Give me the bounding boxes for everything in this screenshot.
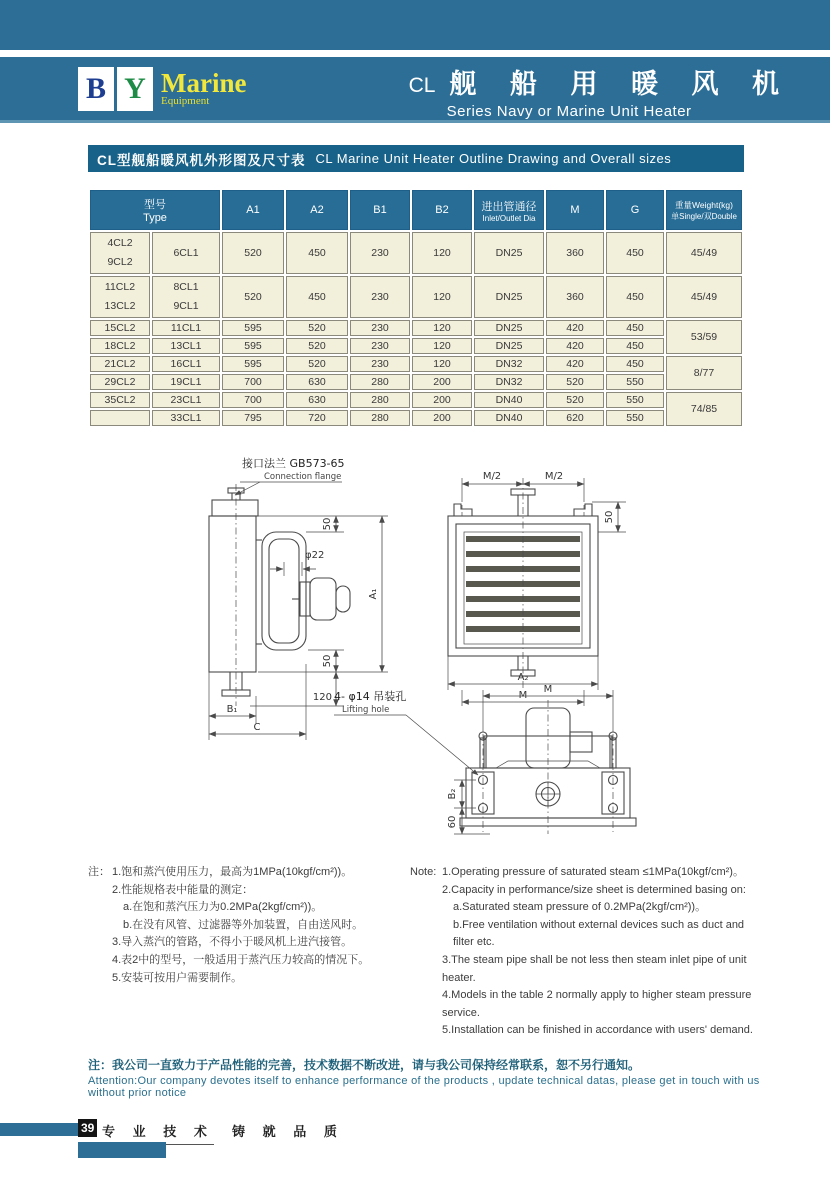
note-line: b.Free ventilation without external devices such as duct and filter etc.	[453, 918, 745, 949]
cell-a2: 720	[286, 410, 348, 426]
series-prefix: CL	[408, 74, 436, 97]
note-line: 5.Installation can be finished in accordance with users' demand.	[442, 1024, 753, 1037]
cell-type2: 33CL1	[152, 410, 220, 426]
cell-b1: 280	[350, 410, 410, 426]
notes-en	[410, 864, 755, 1040]
col-header-dn-zh: 进出管通径	[481, 200, 537, 213]
cell-type1: 15CL2	[90, 320, 150, 336]
cell-b2: 120	[412, 338, 472, 354]
cell-m: 520	[546, 392, 604, 408]
table-row	[90, 320, 742, 336]
top-gap	[0, 50, 830, 57]
cell-b2: 120	[412, 232, 472, 274]
table-row	[90, 374, 742, 390]
table-header-row	[90, 190, 742, 230]
cell-type2: 16CL1	[152, 356, 220, 372]
cell-b2: 120	[412, 356, 472, 372]
notes-zh-prefix: 注：	[88, 866, 110, 878]
footer-bar-left	[0, 1123, 78, 1136]
cell-g: 550	[606, 374, 664, 390]
flange-label-zh: 接口法兰 GB573-65	[242, 457, 345, 470]
notes-section	[88, 864, 755, 1040]
cell-a2: 450	[286, 276, 348, 318]
col-header-type	[90, 190, 220, 230]
cell-dn: DN25	[474, 320, 544, 336]
logo-wordmark	[161, 70, 246, 107]
dim-a1: A₁	[368, 588, 379, 600]
cell-b2: 120	[412, 320, 472, 336]
page-title-zh: 舰 船 用 暖 风 机	[449, 69, 792, 99]
note-line: 2.Capacity in performance/size sheet is determined basing on:	[442, 883, 746, 896]
cell-dn: DN25	[474, 232, 544, 274]
dim-top-50: 50	[322, 517, 333, 531]
cell-g: 450	[606, 232, 664, 274]
logo-marine-text: Marine	[161, 68, 247, 98]
logo-letter-b-box	[78, 67, 114, 111]
col-header-type-zh: 型号	[144, 199, 166, 211]
logo-equipment-text: Equipment	[161, 95, 210, 107]
cell-b2: 120	[412, 276, 472, 318]
cell-b1: 230	[350, 276, 410, 318]
col-header-type-en: Type	[143, 212, 167, 224]
cell-m: 360	[546, 232, 604, 274]
lifting-hole-label-en: Lifting hole	[342, 705, 390, 715]
cell-a1: 595	[222, 320, 284, 336]
table-row	[90, 338, 742, 354]
col-header-b1: B1	[350, 190, 410, 230]
cell-a2: 630	[286, 374, 348, 390]
cell-type1: 18CL2	[90, 338, 150, 354]
logo-letter-y: Y	[124, 71, 146, 105]
cell-g: 550	[606, 410, 664, 426]
cell-type2: 13CL1	[152, 338, 220, 354]
outline-drawings	[88, 444, 755, 852]
front-view-dimensions	[448, 471, 626, 706]
cell-a2: 630	[286, 392, 348, 408]
cell-dn: DN40	[474, 410, 544, 426]
page-number: 39	[78, 1119, 97, 1137]
dim-a2: A₂	[517, 672, 529, 683]
section-title-zh: CL型舰船暖风机外形图及尺寸表	[97, 152, 306, 168]
attention-zh: 注：我公司一直致力于产品性能的完善，技术数据不断改进，请与我公司保持经常联系，恕不另行通知。	[88, 1057, 641, 1072]
cell-a2: 520	[286, 356, 348, 372]
cell-a1: 595	[222, 356, 284, 372]
dim-50: 50	[604, 510, 615, 524]
cell-a1: 795	[222, 410, 284, 426]
dim-m2-right: M/2	[544, 471, 564, 482]
col-header-dn	[474, 190, 544, 230]
page-title-block	[409, 62, 792, 120]
footer-slogan-right: 铸 就 品 质	[232, 1123, 344, 1139]
cell-type2: 6CL1	[152, 232, 220, 274]
col-header-a1: A1	[222, 190, 284, 230]
cell-m: 420	[546, 356, 604, 372]
cell-b1: 280	[350, 392, 410, 408]
col-header-b2: B2	[412, 190, 472, 230]
cell-a1: 520	[222, 276, 284, 318]
cell-weight: 45/49	[666, 232, 742, 274]
dim-b1: B₁	[226, 704, 238, 715]
cell-a1: 595	[222, 338, 284, 354]
cell-weight: 45/49	[666, 276, 742, 318]
cell-g: 450	[606, 276, 664, 318]
attention-section	[88, 1056, 788, 1099]
cell-weight: 8/77	[666, 356, 742, 390]
dim-b2: B₂	[447, 788, 458, 800]
page-title-en: Series Navy or Marine Unit Heater	[446, 103, 692, 120]
col-header-weight-line2: 单Single/双Double	[671, 211, 737, 221]
cell-m: 520	[546, 374, 604, 390]
note-line: 2.性能规格表中能量的测定：	[112, 883, 254, 896]
flange-label-en: Connection flange	[264, 472, 342, 482]
cell-m: 620	[546, 410, 604, 426]
note-line: 4.Models in the table 2 normally apply to higher steam pressure service.	[442, 989, 752, 1019]
note-line: 1.Operating pressure of saturated steam ≤1MPa(10kgf/cm²)。	[442, 866, 744, 878]
cell-type1: 35CL2	[90, 392, 150, 408]
dim-m: M	[543, 684, 553, 695]
footer-bar-under	[78, 1142, 166, 1158]
section-title-bar	[88, 145, 744, 172]
cell-type2: 11CL1	[152, 320, 220, 336]
footer-slogan-left: 专 业 技 术	[102, 1121, 214, 1145]
col-header-g: G	[606, 190, 664, 230]
cell-type1: 4CL2 9CL2	[90, 232, 150, 274]
cell-b1: 280	[350, 374, 410, 390]
heater-body-side	[209, 484, 350, 706]
cell-type1: 29CL2	[90, 374, 150, 390]
cell-a2: 520	[286, 338, 348, 354]
cell-a2: 520	[286, 320, 348, 336]
cell-dn: DN25	[474, 276, 544, 318]
cell-dn: DN40	[474, 392, 544, 408]
dim-phi22: φ22	[305, 550, 325, 561]
cell-weight: 53/59	[666, 320, 742, 354]
logo-letter-b: B	[85, 71, 106, 105]
col-header-m: M	[546, 190, 604, 230]
note-line: 5.安装可按用户需要制作。	[112, 971, 243, 984]
cell-a2: 450	[286, 232, 348, 274]
cell-type1	[90, 410, 150, 426]
table-row	[90, 276, 742, 318]
notes-zh	[88, 864, 410, 1040]
cell-m: 420	[546, 338, 604, 354]
attention-en: Attention:Our company devotes itself to enhance performance of the products , update technical datas, please get in touch with us without prior notice	[88, 1074, 760, 1099]
heater-base-plan	[460, 700, 636, 834]
col-header-weight-line1: 重量Weight(kg)	[675, 199, 733, 210]
cell-g: 450	[606, 320, 664, 336]
cell-g: 450	[606, 338, 664, 354]
cell-m: 420	[546, 320, 604, 336]
cell-type1: 11CL2 13CL2	[90, 276, 150, 318]
note-line: a.在饱和蒸汽压力为0.2MPa(2kgf/cm²))。	[123, 901, 323, 914]
cell-g: 550	[606, 392, 664, 408]
note-line: 1.饱和蒸汽使用压力，最高为1MPa(10kgf/cm²))。	[112, 866, 353, 878]
dim-bottom-50: 50	[322, 654, 333, 668]
logo-letter-y-box	[117, 67, 153, 111]
dim-60: 60	[447, 815, 458, 829]
note-line: 3.The steam pipe shall be not less then steam inlet pipe of unit heater.	[442, 953, 747, 984]
cell-type2: 8CL1 9CL1	[152, 276, 220, 318]
dimension-table	[88, 188, 744, 428]
note-line: 4.表2中的型号，一般适用于蒸汽压力较高的情况下。	[112, 953, 370, 966]
section-title-en: CL Marine Unit Heater Outline Drawing and Overall sizes	[315, 151, 672, 166]
page-footer	[0, 1109, 830, 1179]
table-row	[90, 410, 742, 426]
cell-type1: 21CL2	[90, 356, 150, 372]
dim-c: C	[253, 722, 261, 733]
drawing-front-view	[418, 458, 668, 710]
lifting-hole-label-zh: 4- φ14 吊装孔	[334, 690, 407, 703]
cell-type2: 23CL1	[152, 392, 220, 408]
note-line: b.在没有风管、过滤器等外加装置，自由送风时。	[123, 918, 364, 931]
content-area	[88, 145, 755, 1040]
col-header-weight	[666, 190, 742, 230]
cell-b1: 230	[350, 320, 410, 336]
table-row	[90, 392, 742, 408]
note-line: a.Saturated steam pressure of 0.2MPa(2kgf/cm²))。	[453, 901, 707, 914]
col-header-dn-en: Inlet/Outlet Dia	[482, 213, 536, 223]
cell-b2: 200	[412, 410, 472, 426]
col-header-a2: A2	[286, 190, 348, 230]
cell-dn: DN32	[474, 374, 544, 390]
drawing-plan-view	[328, 682, 638, 854]
heater-body-front	[448, 478, 598, 690]
company-logo	[78, 67, 246, 111]
table-row	[90, 232, 742, 274]
cell-a1: 700	[222, 392, 284, 408]
dim-m: M	[518, 690, 528, 701]
dim-120: 120	[312, 692, 332, 703]
cell-weight: 74/85	[666, 392, 742, 426]
cell-dn: DN25	[474, 338, 544, 354]
note-line: 3.导入蒸汽的管路，不得小于暖风机上进汽接管。	[112, 936, 353, 949]
cell-a1: 520	[222, 232, 284, 274]
cell-type2: 19CL1	[152, 374, 220, 390]
dim-m2-left: M/2	[482, 471, 502, 482]
cell-b1: 230	[350, 232, 410, 274]
cell-dn: DN32	[474, 356, 544, 372]
cell-a1: 700	[222, 374, 284, 390]
header-band	[0, 57, 830, 123]
cell-g: 450	[606, 356, 664, 372]
cell-b1: 230	[350, 338, 410, 354]
cell-b2: 200	[412, 392, 472, 408]
cell-m: 360	[546, 276, 604, 318]
table-row	[90, 356, 742, 372]
notes-en-prefix: Note:	[410, 866, 437, 878]
top-blue-bar	[0, 0, 830, 50]
cell-b1: 230	[350, 356, 410, 372]
cell-b2: 200	[412, 374, 472, 390]
